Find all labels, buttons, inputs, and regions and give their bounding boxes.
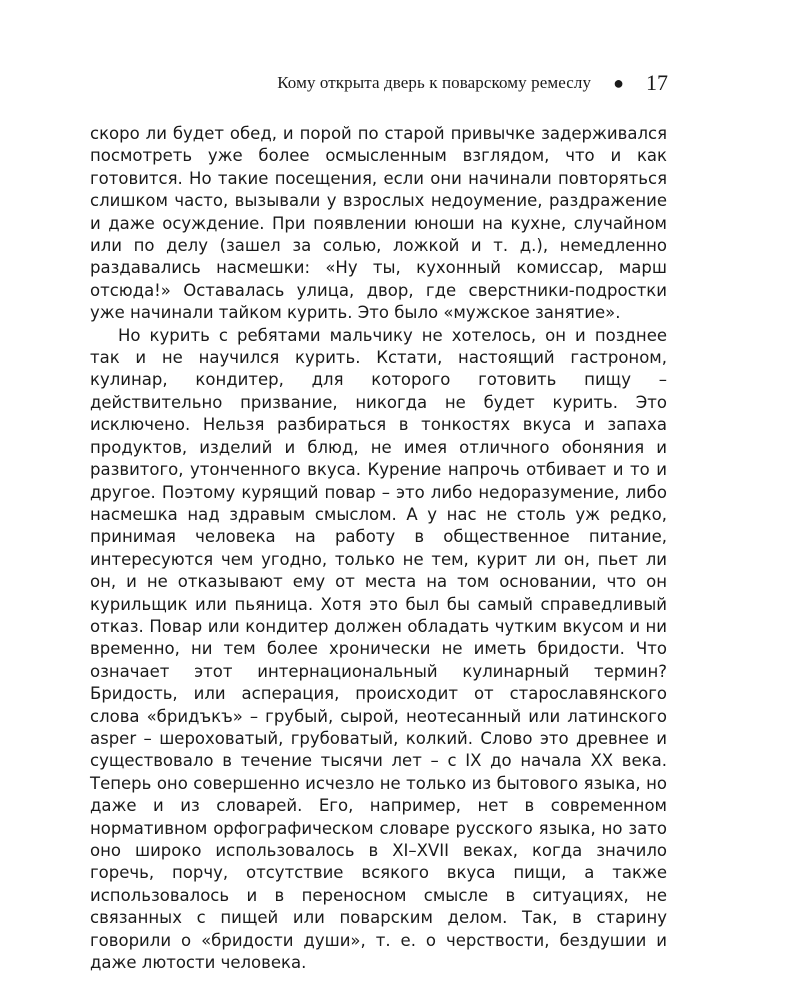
page-number: 17 — [646, 70, 668, 95]
paragraph-2: Но курить с ребятами мальчику не хотелось, он и позднее так и не научился курить. Кстати, настоящий гастроном, кулинар, кондитер, для которого готовить пищу – действительно призвание, никогда не будет курить. Это исключено. Нельзя разбираться в тонкостях вкуса и запаха продуктов, изделий и блюд, не имея отличного обоняния и развитого, утонченного вкуса. Курение напрочь отбивает и то и другое. Поэтому курящий повар – это либо недоразумение, либо насмешка над здравым смыслом. А у нас не столь уж редко, принимая человека на работу в общественное питание, интересуются чем угодно, только не тем, курит ли он, пьет ли он, и не отказывают ему от места на том основании, что он курильщик или пьяница. Хотя это был бы самый справедливый отказ. Повар или кондитер должен обладать чутким вкусом и ни временно, ни тем более хронически не иметь бридости. Что означает этот интернациональный кулинарный термин? Бридость, или асперация, происходит от старославянского слова «бридъкъ» – грубый, сырой, неотесанный или латинского asper – шероховатый, грубоватый, колкий. Слово это древнее и существовало в течение тысячи лет – с IX до начала XX века. Теперь оно совершенно исчезло не только из бытового языка, но даже и из словарей. Его, например, нет в современном нормативном орфографическом словаре русского языка, но зато оно широко использовалось в XI–XVII веках, когда значило горечь, порчу, отсутствие всякого вкуса пищи, а также использовалось и в переносном смысле в ситуациях, не связанных с пищей или поварским делом. Так, в старину говорили о «бридости души», т. е. о черствости, бездушии и даже лютости человека. — [90, 325, 667, 973]
bullet-icon: ● — [613, 73, 624, 93]
running-head — [120, 70, 668, 96]
paragraph-1: скоро ли будет обед, и порой по старой привычке задерживался посмотреть уже более осмысленным взглядом, что и как готовится. Но такие посещения, если они начинали повторяться слишком часто, вызывали у взрослых недоумение, раздражение и даже осуждение. При появлении юноши на кухне, случайном или по делу (зашел за солью, ложкой и т. д.), немедленно раздавались насмешки: «Ну ты, кухонный комиссар, марш отсюда!» Оставалась улица, двор, где сверстники-подростки уже начинали тайком курить. Это было «мужское занятие». — [90, 124, 667, 323]
chapter-title: Кому открыта дверь к поварскому ремеслу — [277, 73, 592, 92]
body-text — [90, 123, 667, 974]
